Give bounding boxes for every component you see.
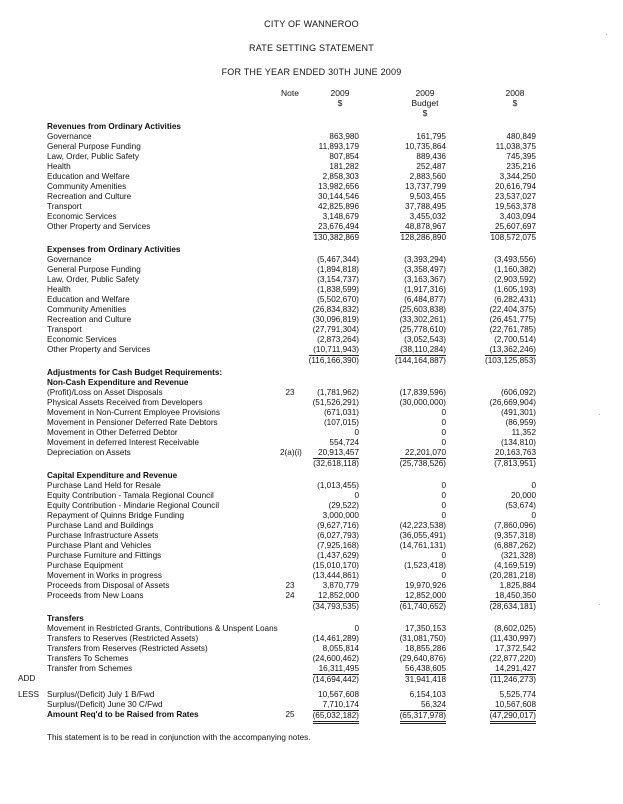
value-2009-budget: 3,455,032 <box>409 212 446 221</box>
row-label: Economic Services <box>47 212 117 221</box>
statement-row <box>0 471 623 481</box>
value-2008: (6,282,431) <box>494 295 536 304</box>
value-2008: (103,125,853) <box>485 356 536 365</box>
value-2009-actual: (1,781,962) <box>317 388 359 397</box>
value-2009-budget: (25,778,610) <box>399 325 446 334</box>
statement-row <box>0 132 623 142</box>
column-header-2008: 2008 $ <box>505 88 525 108</box>
row-label: Revenues from Ordinary Activities <box>47 122 181 131</box>
value-2008: (22,404,375) <box>489 305 536 314</box>
row-label: Surplus/(Deficit) June 30 C/Fwd <box>47 700 163 709</box>
statement-row <box>0 202 623 212</box>
value-2009-actual: (34,793,535) <box>312 602 359 611</box>
value-2009-budget: (33,302,261) <box>399 315 446 324</box>
value-2008: 235,216 <box>506 162 536 171</box>
row-label: Transfers from Reserves (Restricted Assets) <box>47 644 208 653</box>
row-note: 23 <box>285 388 295 397</box>
value-2009-actual: (2,873,264) <box>317 335 359 344</box>
value-2009-budget: (29,640,876) <box>399 654 446 663</box>
row-label: Capital Expenditure and Revenue <box>47 471 178 480</box>
row-note: 24 <box>285 591 295 600</box>
row-label: Movement in deferred Interest Receivable <box>47 438 200 447</box>
row-label: Equity Contribution - Mindarie Regional Council <box>47 501 220 510</box>
value-2009-actual: (27,791,304) <box>312 325 359 334</box>
row-label: Purchase Land Held for Resale <box>47 481 161 490</box>
row-label: Governance <box>47 255 92 264</box>
value-2009-actual: 10,567,608 <box>318 690 359 699</box>
row-label: Community Amenities <box>47 305 127 314</box>
row-label: Proceeds from Disposal of Assets <box>47 581 170 590</box>
statement-row <box>0 531 623 541</box>
value-2009-actual: (671,031) <box>323 408 359 417</box>
value-2009-budget: 0 <box>441 551 446 560</box>
value-2009-actual: (7,925,168) <box>317 541 359 550</box>
row-label: Expenses from Ordinary Activities <box>47 245 181 254</box>
statement-row <box>0 428 623 438</box>
value-2009-actual: 13,982,656 <box>318 182 359 191</box>
statement-row <box>0 634 623 644</box>
value-2009-budget: 37,788,495 <box>405 202 446 211</box>
statement-row <box>0 481 623 491</box>
value-2009-budget: (25,603,838) <box>399 305 446 314</box>
value-2009-budget: 0 <box>441 491 446 500</box>
value-2009-budget: 13,737,799 <box>405 182 446 191</box>
statement-row <box>0 378 623 388</box>
value-2008: (8,602,025) <box>494 624 536 633</box>
value-2009-actual: (5,502,670) <box>317 295 359 304</box>
statement-title: RATE SETTING STATEMENT <box>249 43 374 53</box>
value-2009-budget: 22,201,070 <box>405 448 446 457</box>
value-2009-budget: (31,081,750) <box>399 634 446 643</box>
subtotal-row <box>0 601 623 611</box>
statement-row <box>0 664 623 674</box>
subtotal-row <box>0 674 623 684</box>
value-2009-budget: (6,484,877) <box>404 295 446 304</box>
value-2008: (7,813,951) <box>494 459 536 468</box>
value-2009-actual: (15,010,170) <box>312 561 359 570</box>
statement-row <box>0 388 623 398</box>
row-label: (Profit)/Loss on Asset Disposals <box>47 388 163 397</box>
value-2009-actual: (29,522) <box>328 501 359 510</box>
value-2009-actual: 42,825,896 <box>318 202 359 211</box>
value-2009-budget: 0 <box>441 418 446 427</box>
value-2009-actual: (1,437,629) <box>317 551 359 560</box>
statement-row <box>0 335 623 345</box>
row-label: Depreciation on Assets <box>47 448 131 457</box>
statement-row <box>0 624 623 634</box>
value-2009-budget: (14,761,131) <box>399 541 446 550</box>
statement-row <box>0 438 623 448</box>
row-label: Repayment of Quinns Bridge Funding <box>47 511 184 520</box>
statement-row <box>0 571 623 581</box>
value-2009-actual: (14,694,442) <box>312 675 359 684</box>
value-2009-actual: (107,015) <box>323 418 359 427</box>
value-2009-actual: 30,144,546 <box>318 192 359 201</box>
value-2009-budget: 0 <box>441 438 446 447</box>
value-2009-actual: 3,870,779 <box>322 581 359 590</box>
value-2009-budget: 56,438,605 <box>405 664 446 673</box>
value-2009-budget: 18,855,286 <box>405 644 446 653</box>
value-2009-budget: (25,738,526) <box>399 459 446 468</box>
row-label: General Purpose Funding <box>47 142 141 151</box>
scan-mark: · <box>598 600 601 609</box>
statement-row <box>0 408 623 418</box>
column-header-2009-actual: 2009 $ <box>330 88 350 108</box>
statement-row <box>0 182 623 192</box>
row-label: Law, Order, Public Safety <box>47 275 139 284</box>
statement-row <box>0 591 623 601</box>
statement-row <box>0 511 623 521</box>
statement-row <box>0 491 623 501</box>
statement-row <box>0 275 623 285</box>
value-2009-budget: (36,055,491) <box>399 531 446 540</box>
statement-row <box>0 614 623 624</box>
statement-row <box>0 152 623 162</box>
row-label: Purchase Plant and Vehicles <box>47 541 152 550</box>
column-header-2009-budget: 2009 Budget $ <box>411 88 439 118</box>
value-2008: (53,674) <box>505 501 536 510</box>
value-2009-budget: 2,883,560 <box>409 172 446 181</box>
value-2009-actual: 554,724 <box>329 438 359 447</box>
value-2009-budget: (1,917,316) <box>404 285 446 294</box>
value-2009-actual: 0 <box>354 428 359 437</box>
subtotal-row <box>0 232 623 242</box>
value-2009-actual: 863,980 <box>329 132 359 141</box>
row-label: Non-Cash Expenditure and Revenue <box>47 378 189 387</box>
value-2009-actual: (6,027,793) <box>317 531 359 540</box>
value-2008: (28,634,181) <box>489 602 536 611</box>
value-2008: (134,810) <box>500 438 536 447</box>
row-label: Governance <box>47 132 92 141</box>
value-2009-budget: 6,154,103 <box>409 690 446 699</box>
value-2008: 20,616,794 <box>495 182 536 191</box>
statement-row <box>0 345 623 355</box>
row-label: Movement in Restricted Grants, Contributions & Unspent Loans <box>47 624 278 633</box>
row-label: Amount Req'd to be Raised from Rates <box>47 710 199 719</box>
value-2009-budget: 0 <box>441 501 446 510</box>
row-label: Movement in Other Deferred Debtor <box>47 428 178 437</box>
statement-row <box>0 541 623 551</box>
value-2009-actual: (32,618,118) <box>313 459 359 468</box>
statement-row <box>0 192 623 202</box>
row-label: Purchase Land and Buildings <box>47 521 154 530</box>
value-2008: (47,290,017) <box>490 710 536 724</box>
value-2008: 5,525,774 <box>499 690 536 699</box>
value-2009-budget: (65,317,978) <box>400 710 446 724</box>
value-2008: (20,281,218) <box>489 571 536 580</box>
statement-row <box>0 172 623 182</box>
value-2009-budget: 56,324 <box>420 700 446 709</box>
statement-row <box>0 690 623 700</box>
row-label: General Purpose Funding <box>47 265 141 274</box>
value-2008: (22,877,220) <box>489 654 536 663</box>
value-2009-actual: 2,858,303 <box>322 172 359 181</box>
value-2009-budget: 12,852,000 <box>405 591 446 600</box>
value-2009-actual: 20,913,457 <box>318 448 359 457</box>
value-2008: (7,860,096) <box>494 521 536 530</box>
row-label: Other Property and Services <box>47 345 151 354</box>
value-2009-budget: 0 <box>441 428 446 437</box>
value-2009-actual: 8,055,814 <box>322 644 359 653</box>
row-note: 23 <box>285 581 295 590</box>
value-2009-budget: 19,970,926 <box>405 581 446 590</box>
row-label: Community Amenities <box>47 182 127 191</box>
row-label: Transport <box>47 202 82 211</box>
row-label: Transport <box>47 325 82 334</box>
row-label: Health <box>47 162 71 171</box>
value-2008: 17,372,542 <box>495 644 536 653</box>
value-2009-actual: (9,627,716) <box>317 521 359 530</box>
row-label: Transfers <box>47 614 84 623</box>
row-label: Surplus/(Deficit) July 1 B/Fwd <box>47 690 155 699</box>
value-2008: 11,352 <box>511 428 536 437</box>
value-2009-actual: (26,834,832) <box>312 305 359 314</box>
row-label: Transfer from Schemes <box>47 664 133 673</box>
statement-row <box>0 398 623 408</box>
value-2009-actual: (30,096,819) <box>312 315 359 324</box>
value-2008: (1,160,382) <box>494 265 536 274</box>
row-label: Recreation and Culture <box>47 315 132 324</box>
value-2009-actual: 3,000,000 <box>322 511 359 520</box>
value-2009-budget: 0 <box>441 511 446 520</box>
value-2009-actual: 11,893,179 <box>318 142 359 151</box>
statement-row <box>0 418 623 428</box>
value-2009-actual: (1,013,455) <box>317 481 359 490</box>
value-2009-budget: 10,735,864 <box>405 142 446 151</box>
statement-row <box>0 644 623 654</box>
value-2009-budget: (3,393,294) <box>404 255 446 264</box>
row-label: Movement in Non-Current Employee Provisions <box>47 408 220 417</box>
value-2009-actual: (51,526,291) <box>312 398 359 407</box>
row-label: Economic Services <box>47 335 117 344</box>
value-2009-budget: 48,878,967 <box>405 222 446 231</box>
value-2009-actual: 0 <box>354 491 359 500</box>
statement-row <box>0 285 623 295</box>
statement-row <box>0 255 623 265</box>
value-2009-budget: (17,839,596) <box>399 388 446 397</box>
statement-row <box>0 581 623 591</box>
statement-period: FOR THE YEAR ENDED 30TH JUNE 2009 <box>221 67 402 77</box>
value-2008: (321,328) <box>500 551 536 560</box>
row-note: 2(a)(i) <box>280 448 302 457</box>
value-2008: 20,163,763 <box>495 448 536 457</box>
value-2009-actual: 807,854 <box>329 152 359 161</box>
value-2009-budget: (3,358,497) <box>404 265 446 274</box>
row-label: Movement in Works in progress <box>47 571 162 580</box>
value-2009-actual: (3,154,737) <box>317 275 359 284</box>
subtotal-row <box>0 458 623 468</box>
value-2008: (3,493,556) <box>494 255 536 264</box>
value-2008: (2,700,514) <box>494 335 536 344</box>
statement-row <box>0 501 623 511</box>
row-label: Purchase Furniture and Fittings <box>47 551 162 560</box>
statement-row <box>0 325 623 335</box>
value-2009-budget: (144,164,887) <box>395 356 446 365</box>
value-2009-actual: 12,852,000 <box>318 591 359 600</box>
footer-note: This statement is to be read in conjunction with the accompanying notes. <box>47 733 311 742</box>
row-label: Purchase Infrastructure Assets <box>47 531 159 540</box>
value-2009-budget: (38,110,284) <box>400 345 446 354</box>
value-2008: (11,430,997) <box>490 634 536 643</box>
value-2008: (6,887,262) <box>494 541 536 550</box>
statement-row <box>0 305 623 315</box>
value-2009-actual: 7,710,174 <box>322 700 359 709</box>
subtotal-row <box>0 355 623 365</box>
value-2009-budget: (1,523,418) <box>404 561 446 570</box>
statement-row <box>0 315 623 325</box>
value-2009-budget: (3,052,543) <box>404 335 446 344</box>
value-2008: 0 <box>531 511 536 520</box>
value-2009-actual: 130,382,869 <box>313 233 359 242</box>
statement-row <box>0 122 623 132</box>
value-2008: (1,605,193) <box>494 285 536 294</box>
value-2009-actual: 16,311,495 <box>318 664 359 673</box>
row-side-label: ADD <box>18 674 36 683</box>
value-2009-actual: 3,148,679 <box>322 212 359 221</box>
value-2009-budget: 0 <box>441 408 446 417</box>
statement-row <box>0 561 623 571</box>
column-header-note: Note <box>281 88 299 98</box>
value-2008: (2,903,592) <box>494 275 536 284</box>
value-2009-budget: 0 <box>441 481 446 490</box>
value-2009-budget: 17,350,153 <box>405 624 446 633</box>
statement-row <box>0 142 623 152</box>
value-2009-actual: 23,676,494 <box>318 222 359 231</box>
value-2009-actual: (13,444,861) <box>312 571 359 580</box>
value-2008: 19,563,378 <box>495 202 536 211</box>
statement-row <box>0 162 623 172</box>
value-2008: (606,092) <box>500 388 536 397</box>
row-label: Proceeds from New Loans <box>47 591 144 600</box>
value-2008: 14,291,427 <box>495 664 536 673</box>
value-2008: 108,572,075 <box>490 233 536 242</box>
row-side-label: LESS <box>18 690 39 699</box>
statement-row <box>0 710 623 720</box>
row-label: Other Property and Services <box>47 222 151 231</box>
value-2008: 480,849 <box>506 132 536 141</box>
value-2009-budget: 128,286,890 <box>400 233 446 242</box>
value-2008: 25,607,697 <box>495 222 536 231</box>
value-2008: 11,038,375 <box>495 142 536 151</box>
value-2009-actual: (1,894,818) <box>317 265 359 274</box>
value-2008: 745,395 <box>506 152 536 161</box>
statement-row <box>0 222 623 232</box>
row-label: Recreation and Culture <box>47 192 132 201</box>
value-2009-budget: 31,941,418 <box>405 675 446 684</box>
row-label: Equity Contribution - Tamala Regional Council <box>47 491 214 500</box>
value-2009-budget: (42,223,538) <box>399 521 446 530</box>
scan-mark: · <box>605 30 608 39</box>
value-2009-budget: 0 <box>441 571 446 580</box>
value-2008: 1,825,884 <box>499 581 536 590</box>
statement-row <box>0 654 623 664</box>
value-2008: 23,537,027 <box>495 192 536 201</box>
value-2009-actual: (5,467,344) <box>317 255 359 264</box>
row-label: Adjustments for Cash Budget Requirements: <box>47 368 223 377</box>
value-2009-actual: (14,461,289) <box>312 634 359 643</box>
row-label: Purchase Equipment <box>47 561 124 570</box>
value-2008: 10,567,608 <box>495 700 536 709</box>
value-2008: (22,761,785) <box>489 325 536 334</box>
value-2008: (26,451,775) <box>489 315 536 324</box>
statement-row <box>0 551 623 561</box>
value-2008: (86,959) <box>505 418 536 427</box>
value-2009-budget: (3,163,367) <box>404 275 446 284</box>
row-label: Transfers To Schemes <box>47 654 129 663</box>
value-2009-actual: (116,166,390) <box>308 356 359 365</box>
statement-row <box>0 265 623 275</box>
value-2008: (11,246,273) <box>490 675 536 684</box>
row-label: Health <box>47 285 71 294</box>
row-label: Movement in Pensioner Deferred Rate Debtors <box>47 418 218 427</box>
value-2009-budget: 161,795 <box>416 132 446 141</box>
scan-mark: · <box>598 410 601 419</box>
value-2009-actual: 181,282 <box>329 162 359 171</box>
statement-row <box>0 368 623 378</box>
value-2008: 3,403,094 <box>499 212 536 221</box>
value-2009-actual: 0 <box>354 624 359 633</box>
value-2008: (4,169,519) <box>494 561 536 570</box>
value-2008: (9,357,318) <box>494 531 536 540</box>
value-2009-budget: (30,000,000) <box>399 398 446 407</box>
row-note: 25 <box>285 710 295 719</box>
row-label: Education and Welfare <box>47 295 130 304</box>
value-2008: (13,362,246) <box>489 345 536 354</box>
value-2009-actual: (65,032,182) <box>313 710 359 724</box>
value-2008: (491,301) <box>500 408 536 417</box>
statement-row <box>0 245 623 255</box>
value-2009-budget: 889,436 <box>416 152 446 161</box>
statement-row <box>0 521 623 531</box>
value-2009-budget: 252,487 <box>416 162 446 171</box>
value-2008: 3,344,250 <box>499 172 536 181</box>
value-2009-budget: 9,503,455 <box>409 192 446 201</box>
row-label: Education and Welfare <box>47 172 130 181</box>
statement-row <box>0 448 623 458</box>
value-2008: 18,450,350 <box>495 591 536 600</box>
statement-row <box>0 700 623 710</box>
value-2008: (26,669,904) <box>489 398 536 407</box>
row-label: Law, Order, Public Safety <box>47 152 139 161</box>
value-2008: 0 <box>531 481 536 490</box>
statement-row <box>0 295 623 305</box>
org-name: CITY OF WANNEROO <box>264 19 359 29</box>
value-2009-actual: (10,711,943) <box>313 345 359 354</box>
row-label: Transfers to Reserves (Restricted Assets) <box>47 634 199 643</box>
value-2009-budget: (61,740,652) <box>399 602 446 611</box>
row-label: Physical Assets Received from Developers <box>47 398 203 407</box>
value-2009-actual: (1,838,599) <box>317 285 359 294</box>
value-2008: 20,000 <box>510 491 536 500</box>
statement-row <box>0 212 623 222</box>
value-2009-actual: (24,600,462) <box>312 654 359 663</box>
